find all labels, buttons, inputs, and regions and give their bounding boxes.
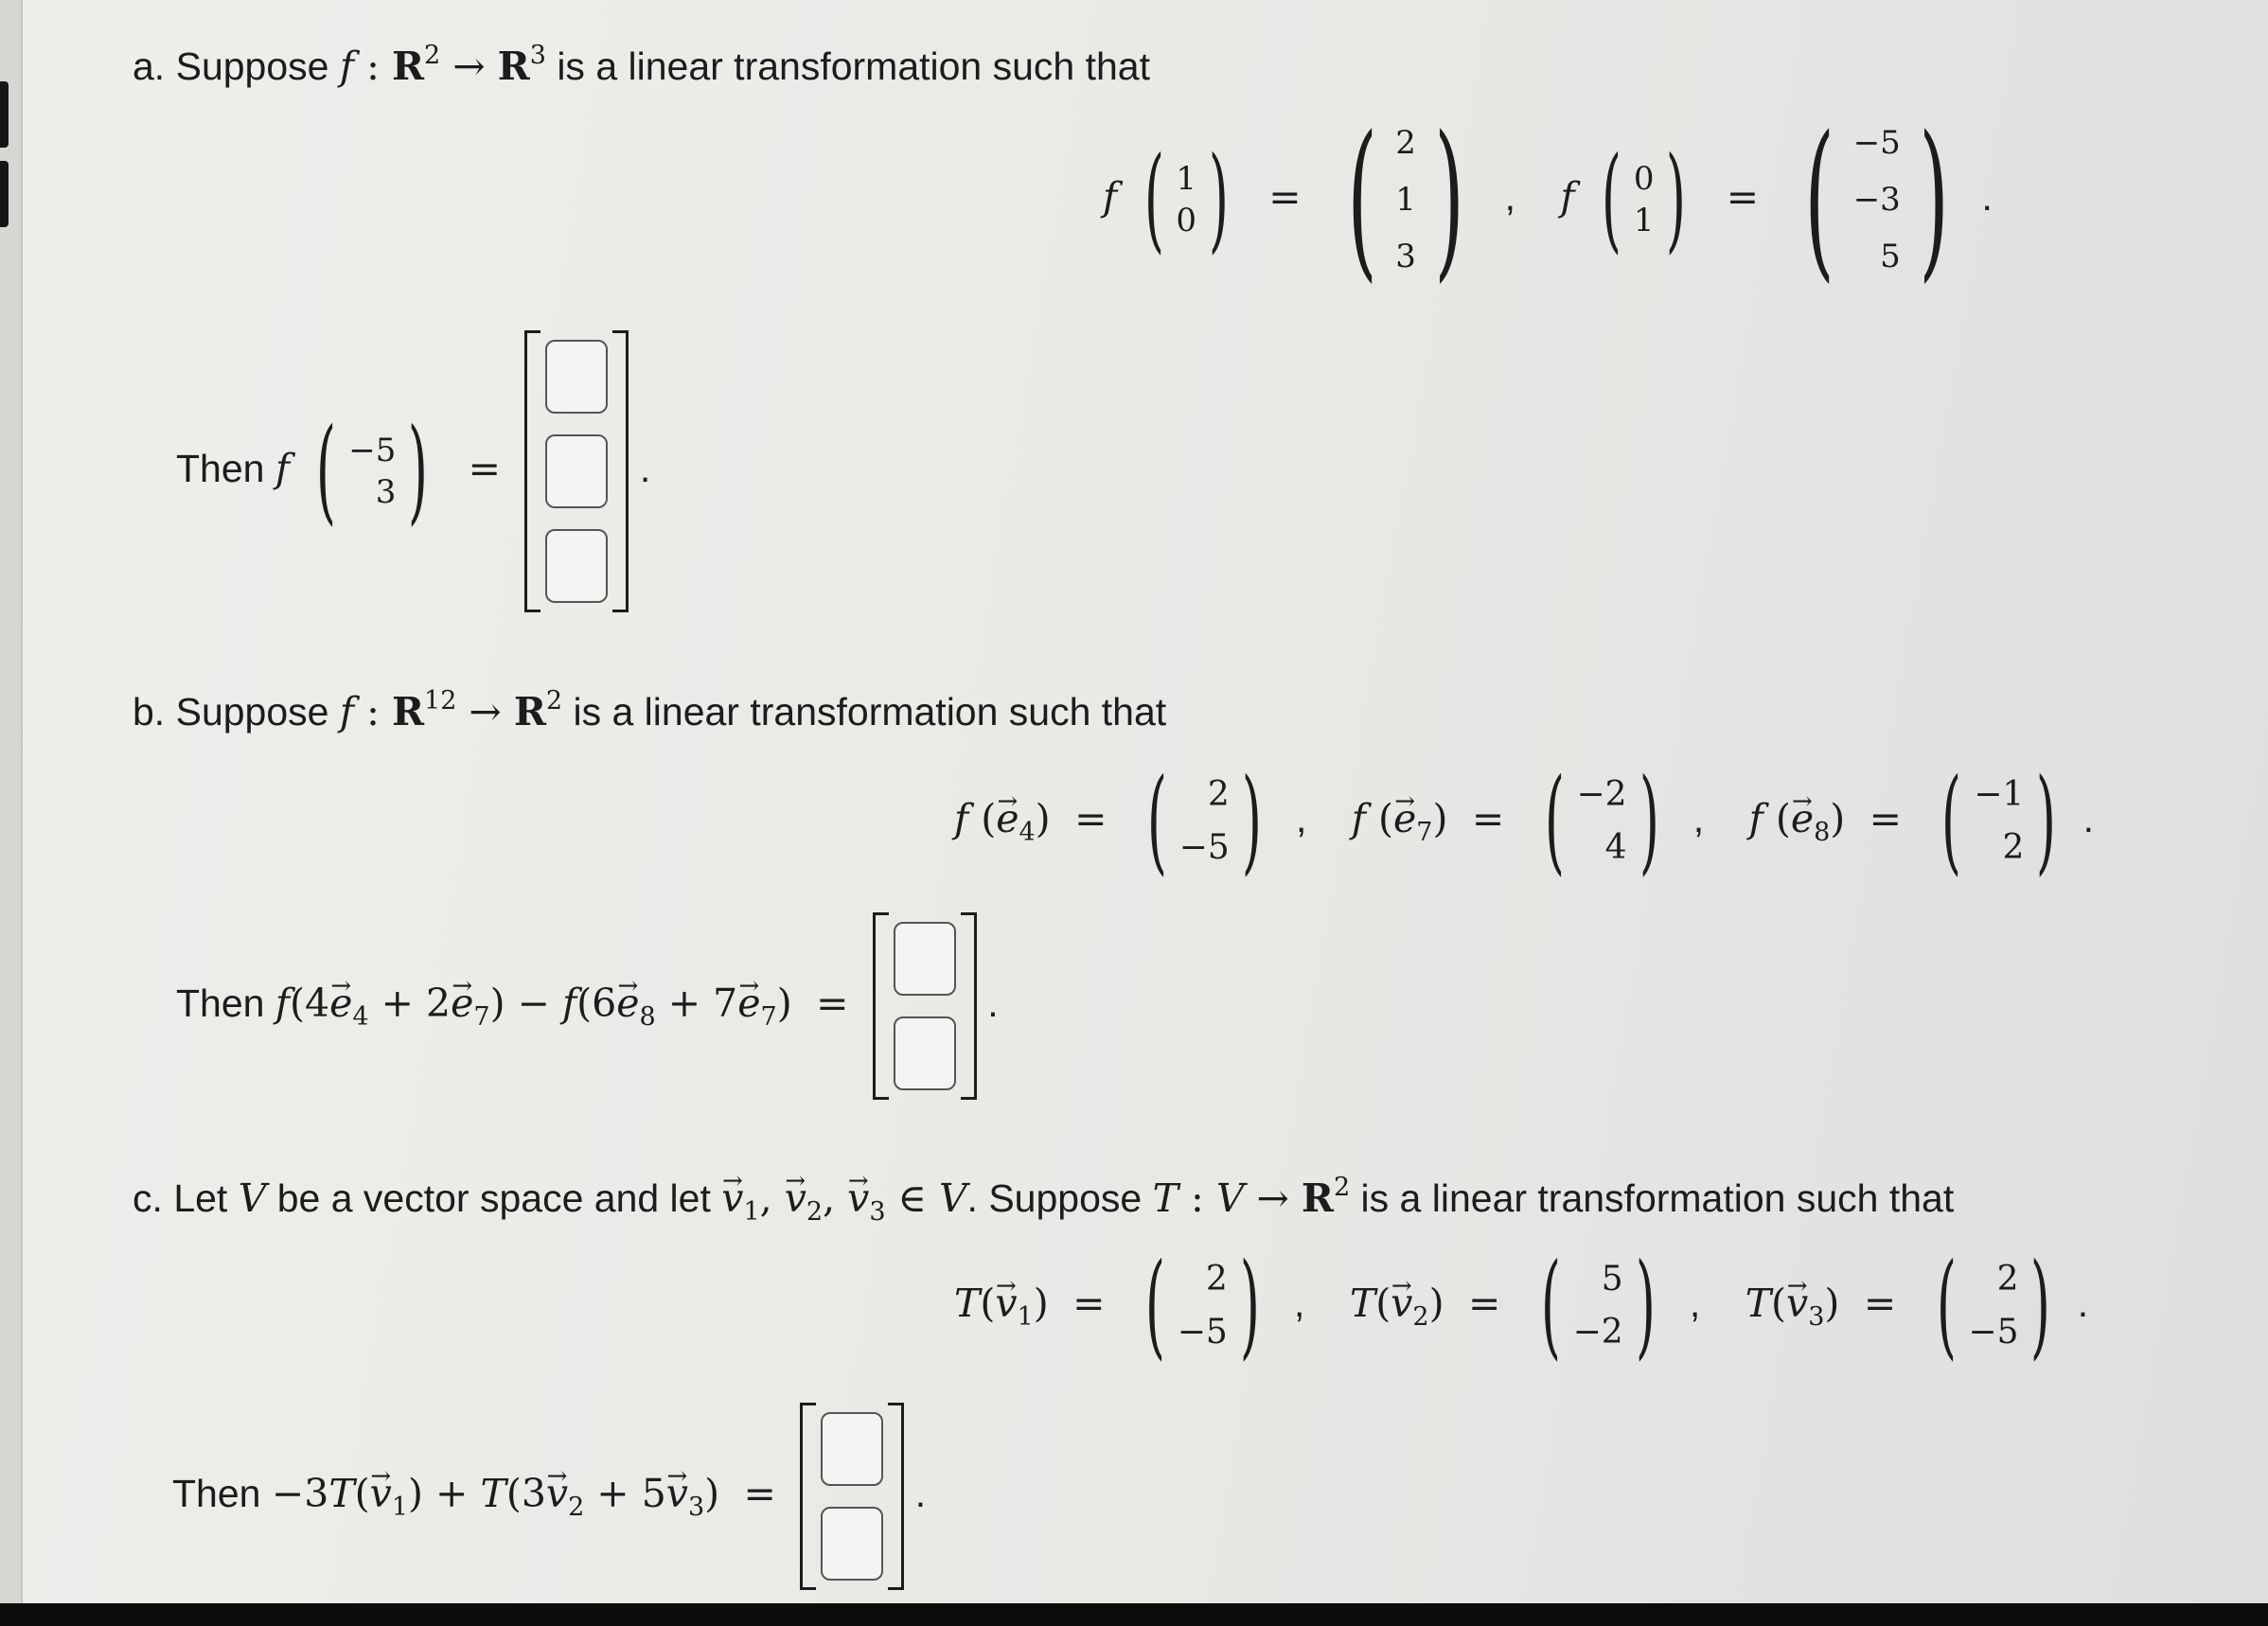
part-b-marker: b. [133,690,166,733]
answer-matrix [873,912,977,1100]
matrix: ( −1 2 ) [1941,755,2057,888]
matrix: ( −5 3 ) [316,405,429,538]
bottom-bar [0,1603,2268,1626]
matrix: ( −2 4 ) [1544,755,1659,888]
answer-input-box[interactable] [545,340,608,414]
answer-matrix [800,1403,904,1590]
matrix: ( 2 −5 ) [1146,755,1262,888]
edge-tab [0,81,9,148]
part-c-given: $T(\to v_1)$ = ( 2 −5 ) , $T(\to v_2)$ = ( 5 −2 ) , $T(\to v_3)$ = ( 2 −5 ) . [954,1242,2088,1379]
answer-input-box[interactable] [894,1016,956,1090]
part-a-intro: a. Suppose f : $R^2 \to R^3$ is a linear transformation such that [133,41,1151,89]
part-b-given: f (→ $e_4$) = ( 2 −5 ) , f (→ $e_7$) = ( −2 4 ) , f (→ $e_8$) = ( −1 2 ) . [954,757,2094,894]
part-b-query: Then $f(4\to e_4 + 2\to e_7) - f(6\to e_8 + 7\to e_7)$ = . [176,909,999,1112]
answer-input-box[interactable] [821,1412,883,1486]
answer-input-box[interactable] [894,922,956,996]
answer-input-box[interactable] [545,434,608,508]
part-b-intro: b. Suppose f : $R^{12} \to R^2$ is a linear transformation such that [133,686,1167,734]
edge-tab [0,161,9,227]
matrix: ( 5 −2 ) [1540,1240,1656,1372]
answer-input-box[interactable] [821,1507,883,1581]
part-a-marker: a. [133,44,166,88]
answer-input-box[interactable] [545,529,608,603]
answer-matrix [524,330,629,612]
part-c-intro: c. Let V be a vector space and let → $v_1$, → $v_2$, → $v_3$ ∈ V. Suppose T : $V \to R^2$ is a linear transformation such that [133,1164,1954,1236]
part-a-query: Then f ( −5 3 ) = . [176,322,650,615]
matrix: ( 0 1 ) [1601,133,1687,266]
matrix: ( −5 −3 5 ) [1804,100,1949,299]
matrix: ( 2 −5 ) [1144,1240,1260,1372]
part-c-marker: c. [133,1176,163,1220]
matrix: ( 2 −5 ) [1936,1240,2051,1372]
matrix: ( 2 1 3 ) [1347,100,1464,299]
part-a-given: f ( 1 0 ) = ( 2 1 3 ) , f ( 0 1 ) = ( −5 −3 5 ) . [1103,100,1993,299]
window-edge [0,0,23,1626]
matrix: ( 1 0 ) [1143,133,1230,266]
part-c-query: Then $-3T(\to v_1) + T(3\to v_2 + 5\to v_3)$ = . [172,1399,926,1602]
